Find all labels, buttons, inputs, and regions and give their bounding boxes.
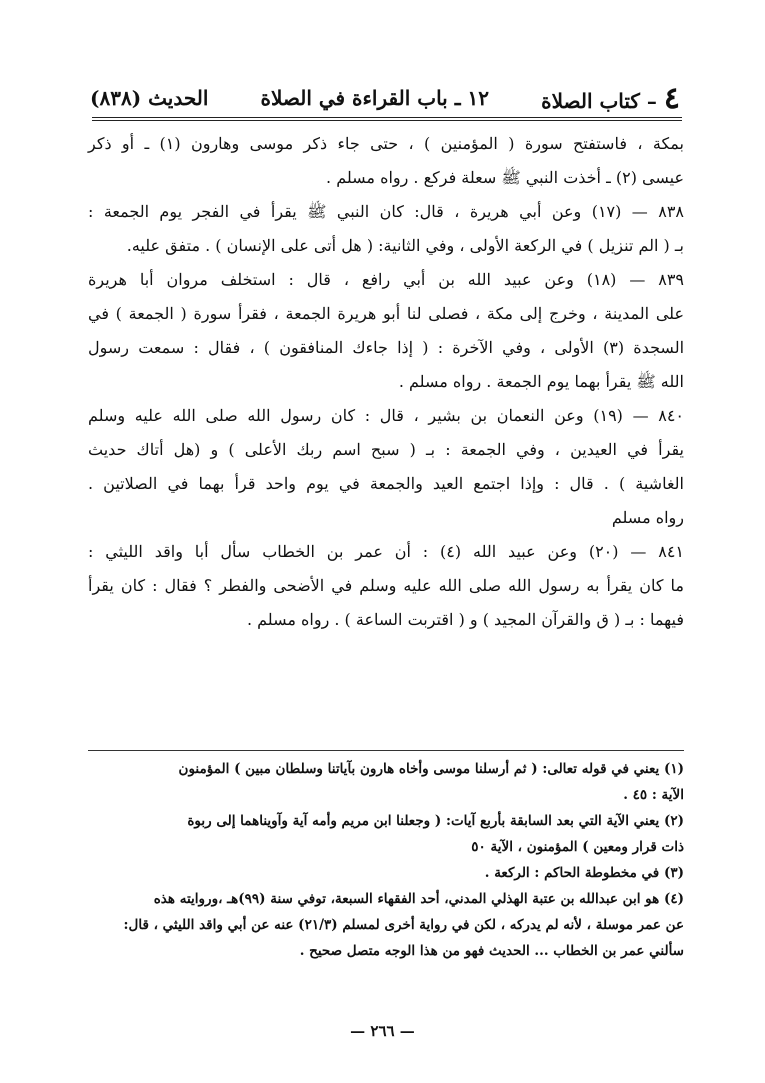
- footnote-line: (١) يعني في قوله تعالى: ( ثم أرسلنا موسى وأخاه هارون بآياتنا وسلطان مبين ) المؤمنون: [178, 761, 684, 777]
- hadith-reference: الحديث (٨٣٨): [90, 86, 209, 110]
- section-title: ١٢ ـ باب القراءة في الصلاة: [260, 86, 490, 110]
- footnote-line: (٢) يعني الآية التي بعد السابقة بأربع آيات: ( وجعلنا ابن مريم وأمه آية وآويناهما إلى ربوة: [187, 813, 684, 829]
- footnote-line: سألني عمر بن الخطاب ... الحديث فهو من هذا الوجه متصل صحيح .: [299, 943, 684, 959]
- header-rule: [92, 117, 682, 121]
- hadith-841-line: ٨٤١ — (٢٠) وعن عبيد الله (٤) : أن عمر بن الخطاب سأل أبا واقد الليثي :: [88, 542, 684, 561]
- hadith-840-line: ٨٤٠ — (١٩) وعن النعمان بن بشير ، قال : كان رسول الله صلى الله عليه وسلم: [88, 406, 684, 425]
- footnotes: [88, 756, 684, 964]
- header-chapter-group: [541, 81, 680, 116]
- text-line: يقرأ في العيدين ، وفي الجمعة : بـ ( سبح اسم ربك الأعلى ) و (هل أتاك حديث: [88, 440, 684, 459]
- footnote-line: (٣) في مخطوطة الحاكم : الركعة .: [484, 865, 684, 881]
- text-line: الله ﷺ يقرأ بهما يوم الجمعة . رواه مسلم .: [398, 372, 684, 391]
- hadith-838-line: ٨٣٨ — (١٧) وعن أبي هريرة ، قال: كان النبي ﷺ يقرأ في الفجر يوم الجمعة :: [88, 202, 684, 221]
- main-text: [88, 128, 684, 638]
- footnote-line: ذات قرار ومعين ) المؤمنون ، الآية ٥٠: [471, 839, 684, 855]
- hadith-839-line: ٨٣٩ — (١٨) وعن عبيد الله بن أبي رافع ، قال : استخلف مروان أبا هريرة: [88, 270, 684, 289]
- footnote-line: عن عمر موسلة ، لأنه لم يدركه ، لكن في رواية أخرى لمسلم (٢١/٣) عنه عن أبي واقد الليثي ، قال:: [123, 917, 684, 933]
- text-line: بمكة ، فاستفتح سورة ( المؤمنين ) ، حتى جاء ذكر موسى وهارون (١) ـ أو ذكر: [88, 134, 684, 153]
- text-line: ما كان يقرأ به رسول الله صلى الله عليه وسلم في الأضحى والفطر ؟ فقال : كان يقرأ: [88, 576, 684, 595]
- text-line: بـ ( الم تنزيل ) في الركعة الأولى ، وفي الثانية: ( هل أتى على الإنسان ) . متفق عليه.: [126, 236, 684, 255]
- text-line: فيهما : بـ ( ق والقرآن المجيد ) و ( اقتربت الساعة ) . رواه مسلم .: [246, 610, 684, 629]
- running-header: [90, 80, 680, 116]
- text-line: عيسى (٢) ـ أخذت النبي ﷺ سعلة فركع . رواه مسلم .: [326, 168, 684, 187]
- text-line: على المدينة ، وخرج إلى مكة ، فصلى لنا أبو هريرة الجمعة ، فقرأ سورة ( الجمعة ) في: [88, 304, 684, 323]
- footnote-rule: [88, 750, 684, 751]
- text-line: رواه مسلم: [611, 508, 684, 527]
- chapter-number: ٤: [663, 80, 680, 116]
- footnote-line: الآية : ٤٥ .: [623, 787, 684, 803]
- chapter-title: – كتاب الصلاة: [541, 88, 657, 113]
- text-line: السجدة (٣) الأولى ، وفي الآخرة : ( إذا جاءك المنافقون ) ، فقال : سمعت رسول: [88, 338, 685, 357]
- text-line: الغاشية ) . قال : وإذا اجتمع العيد والجمعة في يوم واحد قرأ بهما في الصلاتين .: [88, 474, 684, 493]
- page-number: — ٢٦٦ —: [350, 1022, 415, 1040]
- footnote-line: (٤) هو ابن عبدالله بن عتبة الهذلي المدني، أحد الفقهاء السبعة، توفي سنة (٩٩)هـ ،وروايته هذه: [153, 891, 684, 907]
